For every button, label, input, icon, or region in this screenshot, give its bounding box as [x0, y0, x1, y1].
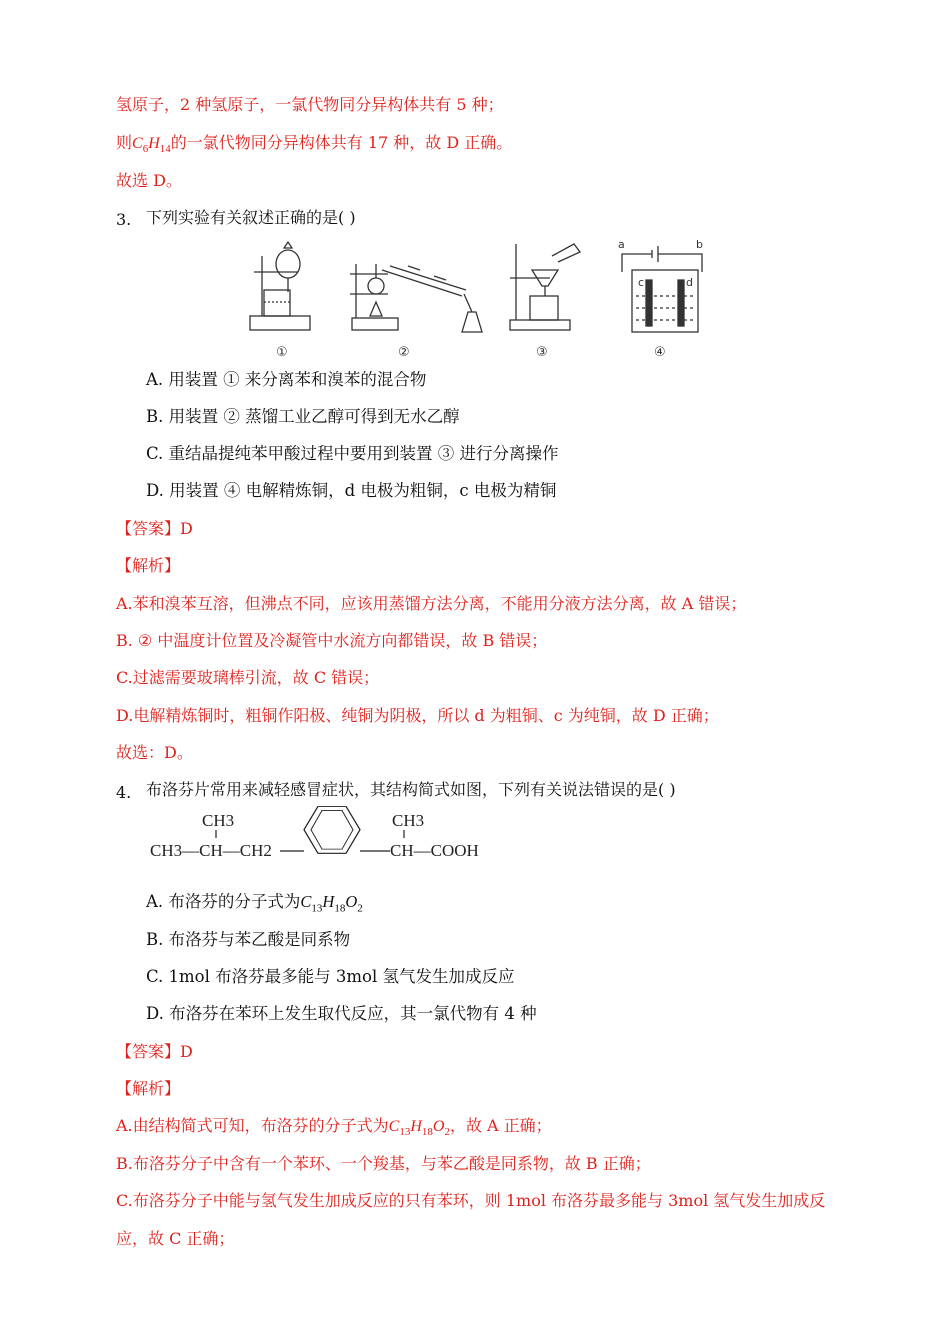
figure-label-4: ④ [654, 345, 666, 360]
q4-option-b: B. 布洛芬与苯乙酸是同系物 [146, 930, 351, 949]
q3-apparatus-figure [240, 236, 710, 364]
electrode-label-b: b [696, 238, 703, 251]
apparatus-4-electrolysis [622, 246, 702, 332]
q3-number: 3. [116, 210, 132, 229]
prev-analysis-line-2: 则$C_6H_{14}$的一氯代物同分异构体共有 17 种，故 D 正确。 [116, 133, 513, 156]
q4-analysis-c-cont: 应，故 C 正确； [116, 1229, 235, 1248]
ibuprofen-structure [146, 806, 496, 868]
q4-option-d: D. 布洛芬在苯环上发生取代反应，其一氯代物有 4 种 [146, 1004, 537, 1023]
figure-label-2: ② [398, 345, 410, 360]
q3-option-c: C. 重结晶提纯苯甲酸过程中要用到装置 ③ 进行分离操作 [146, 444, 559, 463]
q4-analysis-a: A.由结构简式可知，布洛芬的分子式为$C_{13}H_{18}O_2$，故 A 正确； [116, 1116, 552, 1139]
q4-analysis-c: C.布洛芬分子中能与氢气发生加成反应的只有苯环，则 1mol 布洛芬最多能与 3mol 氢气发生加成反 [116, 1191, 826, 1210]
electrode-label-d: d [686, 276, 693, 289]
figure-label-1: ① [276, 345, 288, 360]
struct-left-ch3: CH3 [202, 811, 235, 830]
q3-option-a: A. 用装置 ① 来分离苯和溴苯的混合物 [146, 370, 427, 389]
apparatus-1-separatory-funnel [250, 242, 310, 330]
figure-label-3: ③ [536, 345, 548, 360]
prev-conclusion: 故选 D。 [116, 171, 182, 190]
struct-right-chain: CH—COOH [390, 841, 479, 860]
q4-analysis-b: B.布洛芬分子中含有一个苯环、一个羧基，与苯乙酸是同系物，故 B 正确； [116, 1154, 651, 1173]
q3-analysis-d: D.电解精炼铜时，粗铜作阳极、纯铜为阴极，所以 d 为粗铜、c 为纯铜，故 D 正确； [116, 706, 719, 725]
q3-analysis-a: A.苯和溴苯互溶，但沸点不同，应该用蒸馏方法分离，不能用分液方法分离，故 A 错误； [116, 594, 747, 613]
prev-analysis-line-1: 氢原子，2 种氢原子，一氯代物同分异构体共有 5 种； [116, 95, 504, 114]
q4-analysis-title: 【解析】 [116, 1079, 181, 1098]
apparatus-2-distillation [350, 264, 482, 332]
q3-analysis-title: 【解析】 [116, 556, 181, 575]
electrode-label-a: a [618, 238, 625, 251]
apparatus-3-filtration [510, 244, 580, 330]
q4-answer: 【答案】D [116, 1042, 193, 1061]
q4-stem: 布洛芬片常用来减轻感冒症状，其结构简式如图，下列有关说法错误的是( ) [146, 780, 676, 799]
q4-option-a: A. 布洛芬的分子式为$C_{13}H_{18}O_2$ [146, 892, 363, 915]
q3-option-d: D. 用装置 ④ 电解精炼铜，d 电极为粗铜，c 电极为精铜 [146, 481, 557, 500]
formula-c6h14: $C_6H_{14}$ [132, 135, 171, 156]
q3-option-b: B. 用装置 ② 蒸馏工业乙醇可得到无水乙醇 [146, 407, 460, 426]
formula-ibuprofen: $C_{13}H_{18}O_2$ [300, 892, 363, 915]
struct-left-chain: CH3—CH—CH2 [150, 841, 272, 860]
electrode-label-c: c [638, 276, 645, 289]
q3-stem: 下列实验有关叙述正确的是( ) [146, 208, 356, 227]
q4-number: 4. [116, 783, 132, 802]
q3-analysis-b: B. ② 中温度计位置及冷凝管中水流方向都错误，故 B 错误； [116, 631, 548, 650]
struct-right-ch3: CH3 [392, 811, 425, 830]
q3-conclusion: 故选：D。 [116, 743, 193, 762]
q3-answer: 【答案】D [116, 519, 193, 538]
formula-ibuprofen-analysis: $C_{13}H_{18}O_2$ [388, 1118, 450, 1139]
q3-analysis-c: C.过滤需要玻璃棒引流，故 C 错误； [116, 668, 380, 687]
q4-option-c: C. 1mol 布洛芬最多能与 3mol 氢气发生加成反应 [146, 967, 515, 986]
